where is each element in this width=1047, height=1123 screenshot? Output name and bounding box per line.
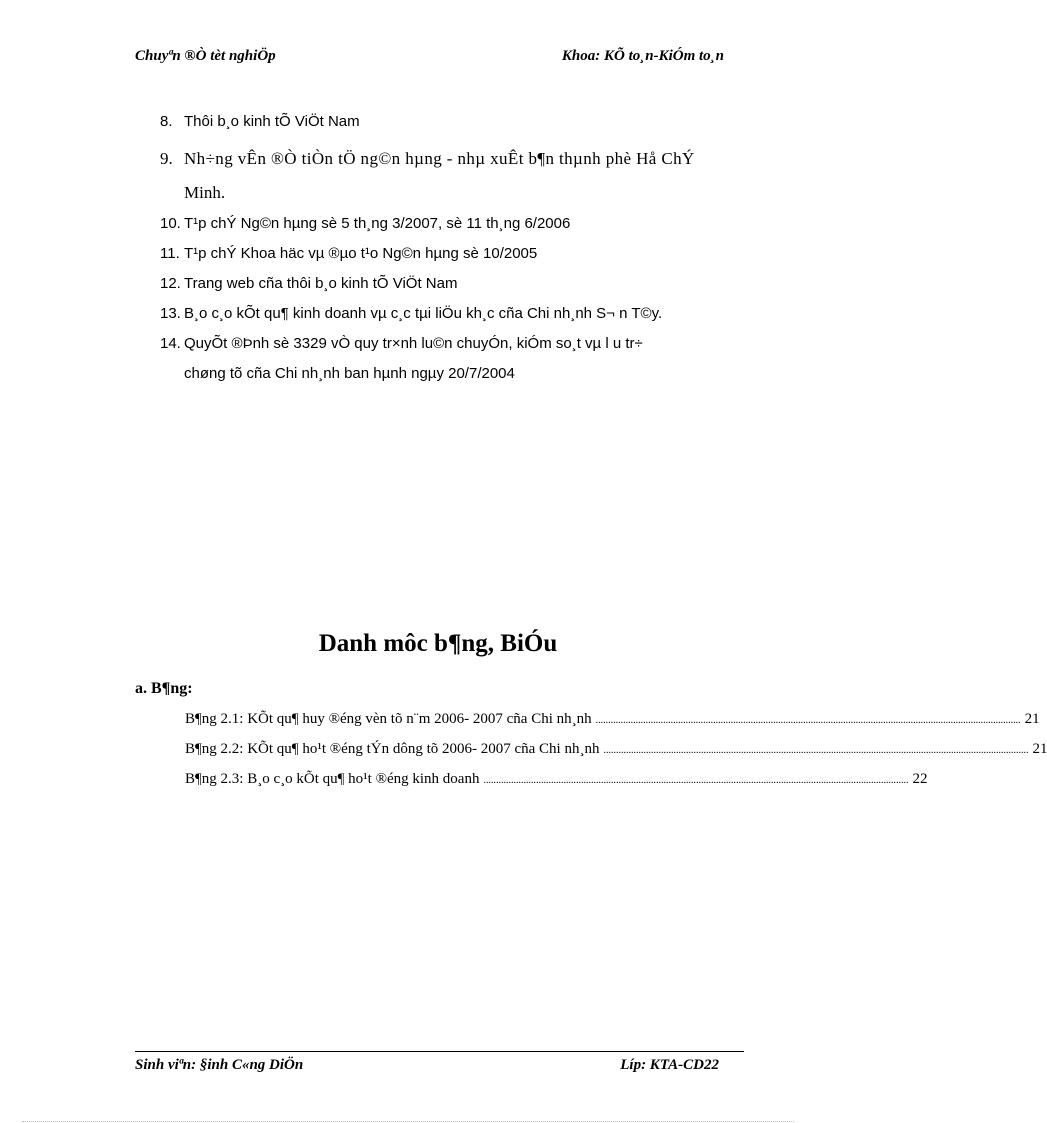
reference-item bbox=[160, 304, 750, 324]
reference-number: 13. bbox=[160, 305, 181, 322]
reference-text: Nh÷ng vÊn ®Ò tiÒn tÖ ng©n hµng - nhµ xuÊt b¶n thµnh phè Hå ChÝ bbox=[184, 149, 695, 168]
reference-item bbox=[160, 334, 750, 384]
footer-student-name: Sinh viªn: §inh C«ng DiÖn bbox=[135, 1057, 304, 1073]
reference-number: 14. bbox=[160, 335, 181, 352]
reference-text: B¸o c¸o kÕt qu¶ kinh doanh vµ c¸c tµi liÖu kh¸c cña Chi nh¸nh S¬ n T©y. bbox=[184, 305, 663, 322]
reference-item bbox=[160, 214, 750, 234]
reference-number: 8. bbox=[160, 113, 173, 130]
toc-page-number: 21 bbox=[1032, 741, 1047, 757]
footer-class-code: Líp: KTA-CD22 bbox=[620, 1057, 719, 1073]
list-of-tables-title: Danh môc b¶ng, BiÓu bbox=[318, 630, 558, 657]
reference-item bbox=[160, 244, 750, 264]
reference-number: 11. bbox=[160, 245, 180, 262]
toc-entry-label: B¶ng 2.1: KÕt qu¶ huy ®éng vèn tõ n¨m 2006- 2007 cña Chi nh¸nh bbox=[185, 711, 592, 727]
reference-item bbox=[160, 142, 750, 210]
header-right-text: Khoa: KÕ to¸n-KiÓm to¸n bbox=[561, 48, 724, 64]
toc-leader-dots: .......................................................................................................................................................................... bbox=[603, 745, 1029, 756]
reference-item bbox=[160, 274, 750, 294]
reference-text: T¹p chÝ Ng©n hµng sè 5 th¸ng 3/2007, sè 11 th¸ng 6/2006 bbox=[184, 215, 571, 232]
toc-entry-label: B¶ng 2.2: KÕt qu¶ ho¹t ®éng tÝn dông tõ 2006- 2007 cña Chi nh¸nh bbox=[185, 741, 600, 757]
toc-entry-label: B¶ng 2.3: B¸o c¸o kÕt qu¶ ho¹t ®éng kinh doanh bbox=[185, 771, 480, 787]
reference-item bbox=[160, 112, 750, 132]
page-bottom-border bbox=[22, 1121, 794, 1122]
reference-number: 12. bbox=[160, 275, 181, 292]
table-of-contents bbox=[185, 707, 1047, 797]
reference-text: Trang web cña thôi b¸o kinh tÕ ViÖt Nam bbox=[184, 275, 458, 292]
toc-entry[interactable] bbox=[185, 707, 1040, 737]
toc-page-number: 21 bbox=[1024, 711, 1040, 727]
toc-leader-dots: .......................................................................................................................................................................... bbox=[483, 775, 909, 786]
toc-entry[interactable] bbox=[185, 737, 1047, 767]
reference-text-continued: Minh. bbox=[184, 183, 226, 202]
toc-page-number: 22 bbox=[912, 771, 928, 787]
header-left-text: Chuyªn ®Ò tèt nghiÖp bbox=[135, 48, 276, 64]
toc-entry[interactable] bbox=[185, 767, 928, 797]
reference-text-continued: chøng tõ cña Chi nh¸nh ban hµnh ngµy 20/7/2004 bbox=[184, 365, 515, 382]
footer-divider bbox=[135, 1051, 744, 1052]
page-header bbox=[135, 48, 724, 70]
reference-list bbox=[160, 112, 750, 394]
tables-subheading: a. B¶ng: bbox=[135, 680, 193, 697]
toc-leader-dots: .......................................................................................................................................................................... bbox=[595, 715, 1021, 726]
reference-text: QuyÕt ®Þnh sè 3329 vÒ quy tr×nh lu©n chuyÓn, kiÓm so¸t vµ l u tr÷ bbox=[184, 335, 643, 352]
reference-number: 10. bbox=[160, 215, 181, 232]
page-footer bbox=[135, 1057, 719, 1079]
reference-text: T¹p chÝ Khoa häc vµ ®µo t¹o Ng©n hµng sè 10/2005 bbox=[184, 245, 538, 262]
reference-text: Thôi b¸o kinh tÕ ViÖt Nam bbox=[184, 113, 360, 130]
reference-number: 9. bbox=[160, 149, 173, 168]
